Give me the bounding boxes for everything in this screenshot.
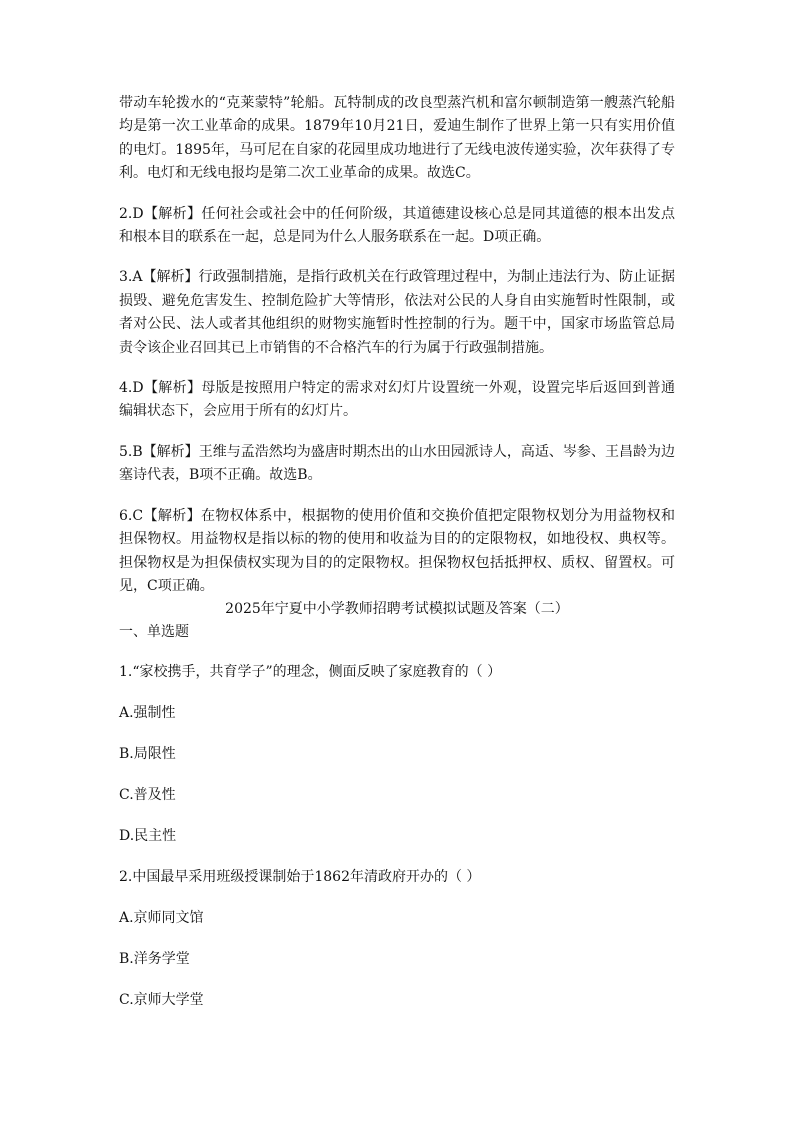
question-option: D.民主性 [119, 828, 177, 845]
question-option: A.京师同文馆 [119, 910, 204, 927]
question-option: C.普及性 [119, 787, 176, 804]
section-heading: 一、单选题 [119, 624, 189, 641]
answer-paragraph: 带动车轮拨水的“克莱蒙特”轮船。瓦特制成的改良型蒸汽机和富尔顿制造第一艘蒸汽轮船均是第一次工业革命的成果。1879年10月21日，爱迪生制作了世界上第一只有实用价值的电灯。1895年，马可尼在自家的花园里成功地进行了无线电波传递实验，次年获得了专利。电灯和无线电报均是第二次工业革命的成果。故选C。 [119, 95, 675, 182]
question-option: B.局限性 [119, 746, 176, 763]
answer-paragraph: 2.D【解析】任何社会或社会中的任何阶级，其道德建设核心总是同其道德的根本出发点和根本目的联系在一起，总是同为什么人服务联系在一起。D项正确。 [119, 205, 675, 246]
answer-paragraph: 3.A【解析】行政强制措施，是指行政机关在行政管理过程中，为制止违法行为、防止证据损毁、避免危害发生、控制危险扩大等情形，依法对公民的人身自由实施暂时性限制，或者对公民、法人或者其他组织的财物实施暂时性控制的行为。题干中，国家市场监管总局责令该企业召回其已上市销售的不合格汽车的行为属于行政强制措施。 [119, 269, 675, 356]
question-option: A.强制性 [119, 705, 176, 722]
question-option: C.京师大学堂 [119, 992, 204, 1009]
question-option: B.洋务学堂 [119, 951, 190, 968]
answer-paragraph: 5.B【解析】王维与孟浩然均为盛唐时期杰出的山水田园派诗人，高适、岑参、王昌龄为边塞诗代表，B项不正确。故选B。 [119, 443, 675, 484]
question-stem: 2.中国最早采用班级授课制始于1862年清政府开办的（ ） [119, 869, 481, 886]
answer-paragraph: 4.D【解析】母版是按照用户特定的需求对幻灯片设置统一外观，设置完毕后返回到普通编辑状态下，会应用于所有的幻灯片。 [119, 380, 675, 420]
answer-paragraph: 6.C【解析】在物权体系中，根据物的使用价值和交换价值把定限物权划分为用益物权和担保物权。用益物权是指以标的物的使用和收益为目的的定限物权，如地役权、典权等。担保物权是为担保债权实现为目的的定限物权。担保物权包括抵押权、质权、留置权。可见，C项正确。 [119, 507, 675, 594]
exam-title: 2025年宁夏中小学教师招聘考试模拟试题及答案（二） [225, 601, 569, 618]
document-page [119, 92, 675, 1030]
question-stem: 1.“家校携手，共育学子”的理念，侧面反映了家庭教育的（ ） [119, 664, 502, 681]
